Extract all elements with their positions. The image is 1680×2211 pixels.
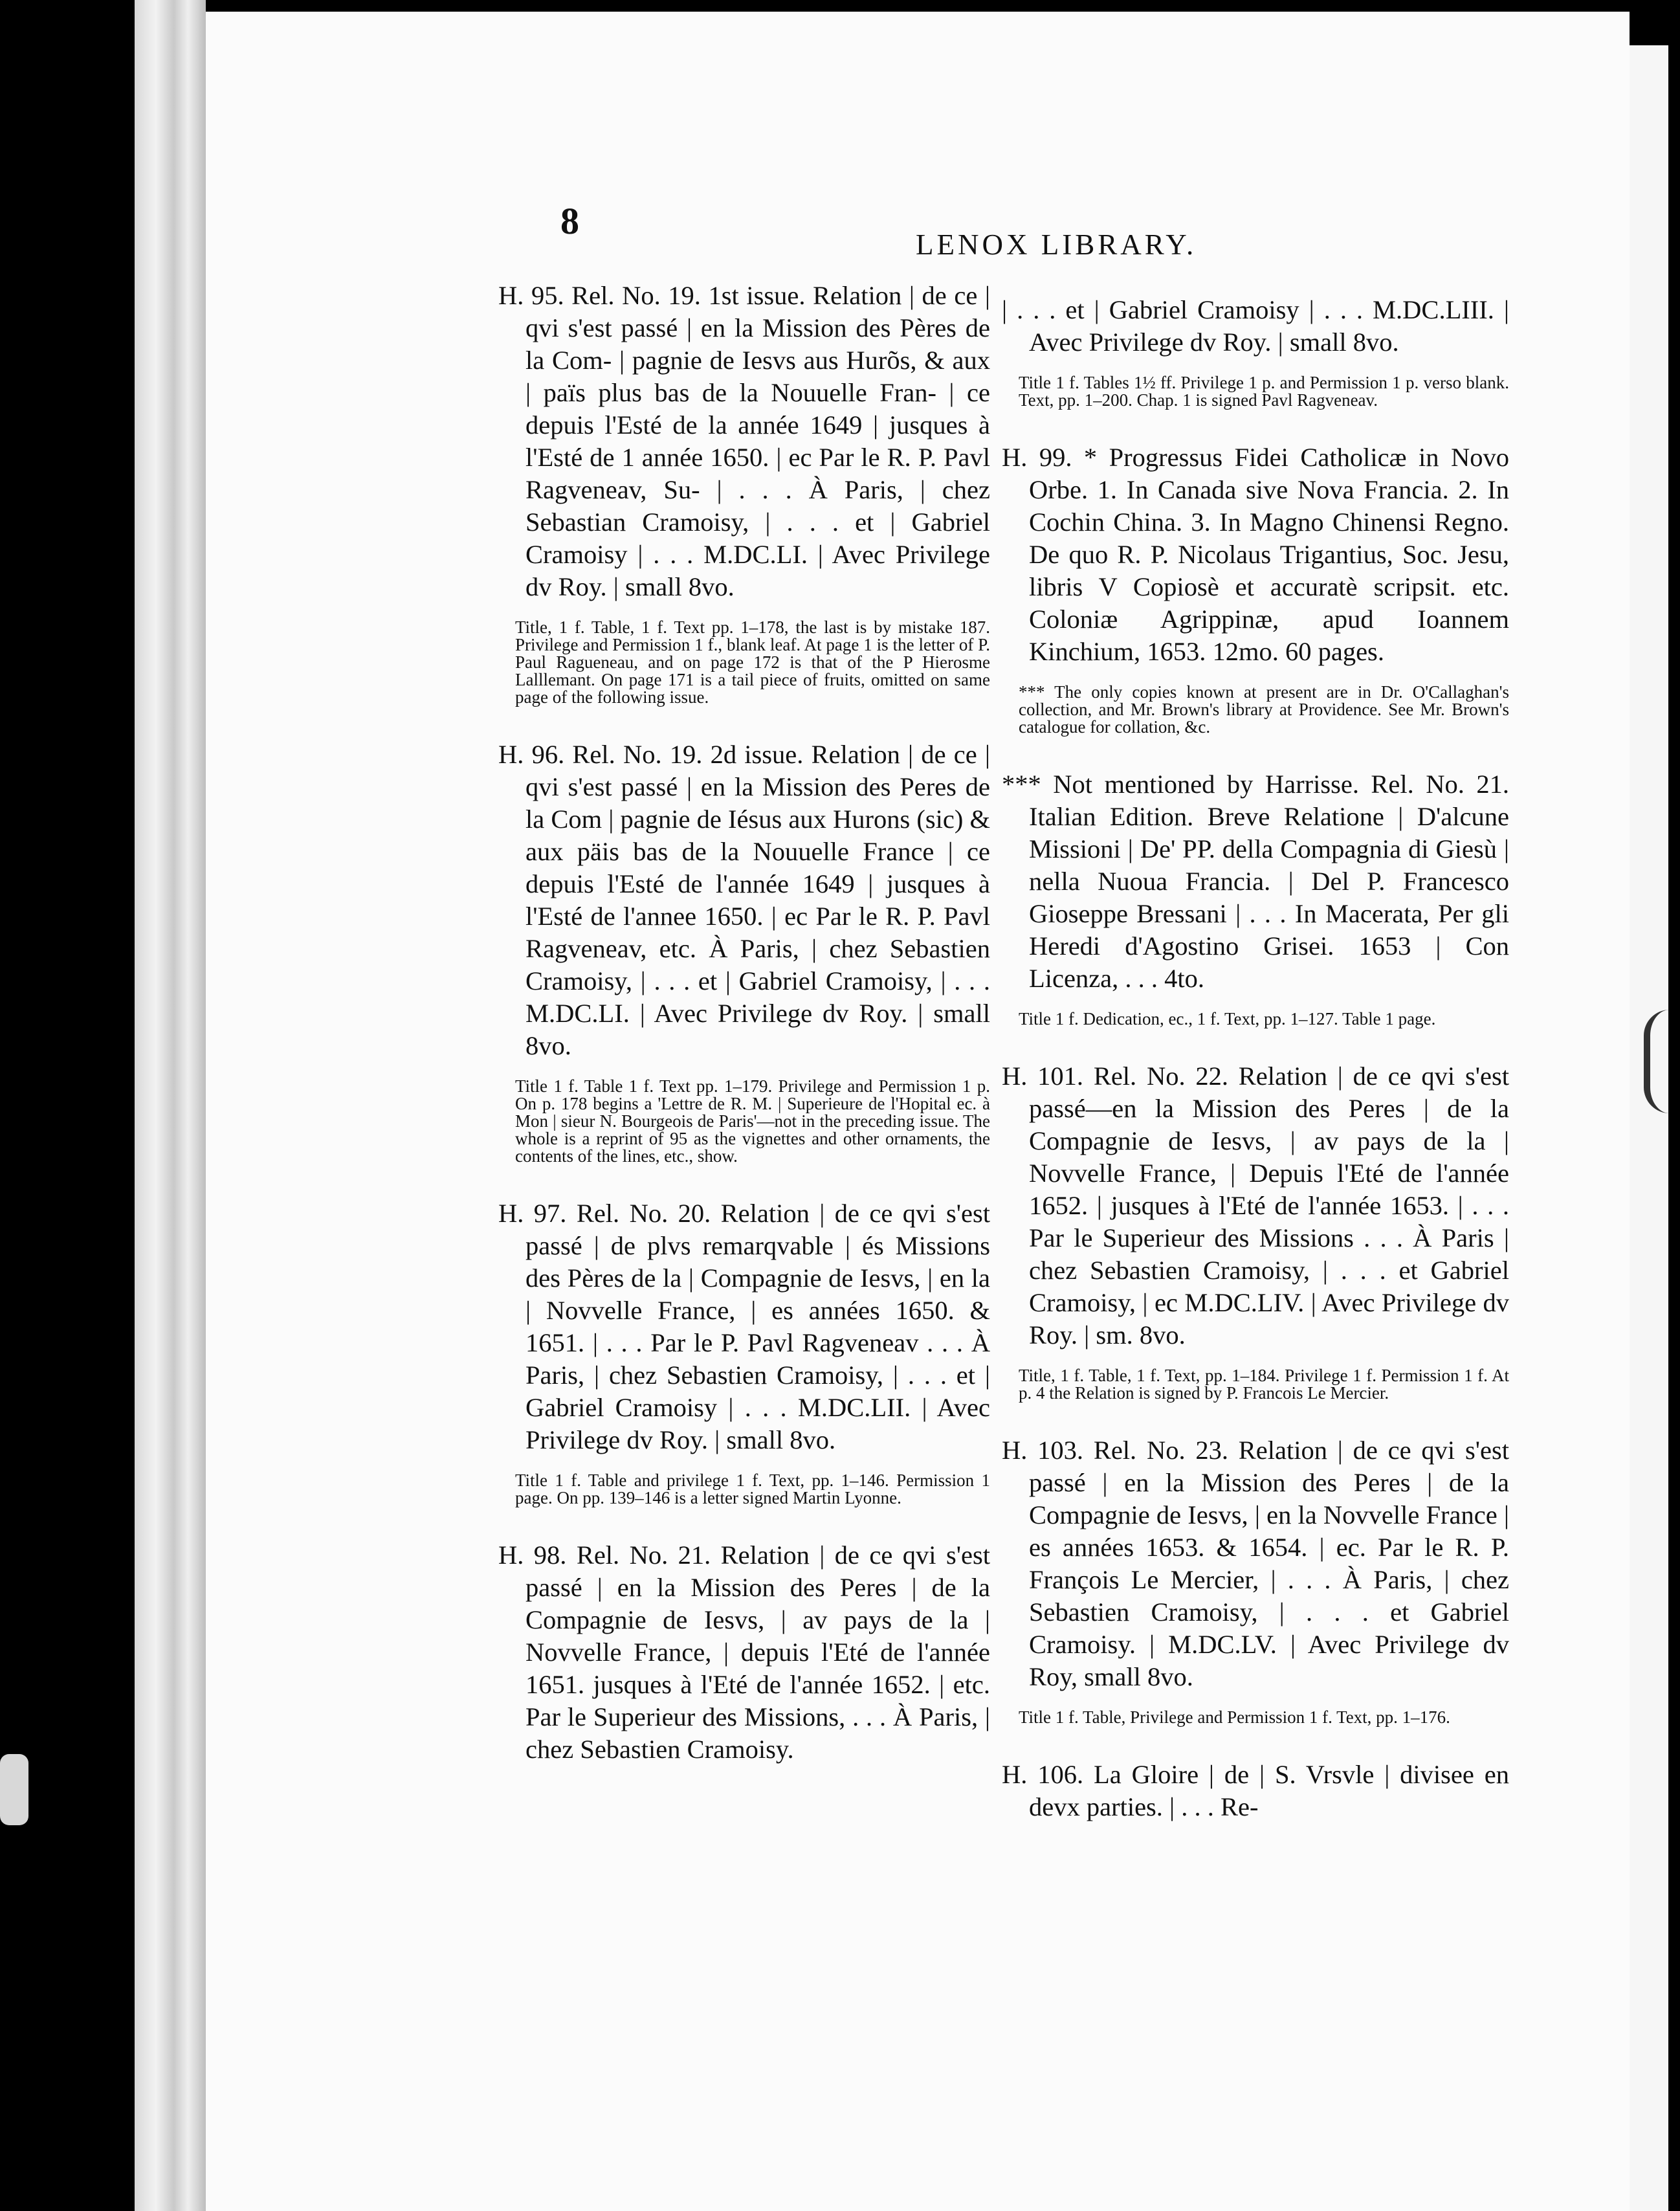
- entry-note: *** The only copies known at present are in Dr. O'Callaghan's collection, and Mr. Brown's library at Providence. See Mr. Brown's catalogue for collation, &c.: [1019, 682, 1509, 737]
- entry-note: Title, 1 f. Table, 1 f. Text, pp. 1–184. Privilege 1 f. Permission 1 f. At p. 4 the Relation is signed by P. Francois Le Mercier.: [1019, 1366, 1509, 1403]
- right-column: [1002, 294, 1509, 1856]
- entry-text: H. 101. Rel. No. 22. Relation | de ce qvi s'est passé—en la Mission des Peres | de la Compagnie de Iesvs, | av pays de la | Novvelle France, | Depuis l'Eté de l'année 1652. | jusques à l'Eté de l'année 1653. | . . . Par le Superieur des Missions . . . À Paris | chez Sebastien Cramoisy, | . . . et Gabriel Cramoisy, | ec M.DC.LIV. | Avec Privilege dv Roy. | sm. 8vo.: [1002, 1061, 1509, 1350]
- catalog-entry: [1002, 441, 1509, 736]
- catalog-entry: [1002, 1759, 1509, 1823]
- entry-text: H. 96. Rel. No. 19. 2d issue. Relation | de ce | qvi s'est passé | en la Mission des Peres de la Com | pagnie de Iésus aux Hurons (sic) & aux päis bas de la Nouuelle France | ce depuis l'Esté de l'année 1649 | jusques à l'Esté de l'annee 1650. | ec Par le R. P. Pavl Ragveneav, etc. À Paris, | chez Sebastien Cramoisy, | . . . et | Gabriel Cramoisy, | . . . M.DC.LI. | Avec Privilege dv Roy. | small 8vo.: [498, 740, 990, 1060]
- entry-text: H. 106. La Gloire | de | S. Vrsvle | divisee en devx parties. | . . . Re-: [1002, 1760, 1509, 1821]
- catalog-entry: [1002, 294, 1509, 409]
- catalog-entry: [498, 739, 990, 1165]
- entry-text: H. 103. Rel. No. 23. Relation | de ce qvi s'est passé | en la Mission des Peres | de la Compagnie de Iesvs, | en la Novvelle France | es années 1653. & 1654. | ec. Par le R. P. François Le Mercier, | . . . À Paris, | chez Sebastien Cramoisy, | . . . et Gabriel Cramoisy. | M.DC.LV. | Avec Privilege dv Roy, small 8vo.: [1002, 1436, 1509, 1691]
- entry-text: H. 98. Rel. No. 21. Relation | de ce qvi s'est passé | en la Mission des Peres | de la Compagnie de Iesvs, | av pays de la | Novvelle France, | depuis l'Eté de l'année 1651. jusques à l'Eté de l'année 1652. | etc. Par le Superieur des Missions, . . . À Paris, | chez Sebastien Cramoisy.: [498, 1540, 990, 1764]
- scan-page-edge: [135, 0, 206, 2211]
- bleed-through-mark: [1644, 1010, 1680, 1113]
- catalog-entry: [498, 1539, 990, 1766]
- entry-text: H. 95. Rel. No. 19. 1st issue. Relation | de ce | qvi s'est passé | en la Mission des Pères de la Com- | pagnie de Iesvs aus Hurõs, & aux | païs plus bas de la Nouuelle Fran- | ce depuis l'Esté de la année 1649 | jusques à l'Esté de 1 année 1650. | ec Par le R. P. Pavl Ragveneav, Su- | . . . À Paris, | chez Sebastian Cramoisy, | . . . et | Gabriel Cramoisy | . . . M.DC.LI. | Avec Privilege dv Roy. | small 8vo.: [498, 281, 990, 601]
- entry-text: H. 99. * Progressus Fidei Catholicæ in Novo Orbe. 1. In Canada sive Nova Francia. 2. In Cochin China. 3. In Magno Chinensi Regno. De quo R. P. Nicolaus Trigantius, Soc. Jesu, libris V Copiosè et accuratè scripsit. etc. Coloniæ Agrippinæ, apud Ioannem Kinchium, 1653. 12mo. 60 pages.: [1002, 443, 1509, 666]
- catalog-entry: [498, 280, 990, 706]
- left-column: [498, 280, 990, 1798]
- entry-text: H. 97. Rel. No. 20. Relation | de ce qvi s'est passé | de plvs remarqvable | és Missions des Pères de la | Compagnie de Iesvs, | en la | Novvelle France, | es années 1650. & 1651. | . . . Par le P. Pavl Ragveneav . . . À Paris, | chez Sebastien Cramoisy, | . . . et | Gabriel Cramoisy | . . . M.DC.LII. | Avec Privilege dv Roy. | small 8vo.: [498, 1199, 990, 1454]
- entry-text: | . . . et | Gabriel Cramoisy | . . . M.DC.LIII. | Avec Privilege dv Roy. | small 8vo.: [1002, 295, 1509, 357]
- catalog-entry: [1002, 1060, 1509, 1402]
- catalog-entry: [1002, 1434, 1509, 1726]
- entry-note: Title 1 f. Table, Privilege and Permission 1 f. Text, pp. 1–176.: [1019, 1707, 1450, 1727]
- entry-note: Title 1 f. Dedication, ec., 1 f. Text, pp. 1–127. Table 1 page.: [1019, 1009, 1436, 1028]
- catalog-entry: [498, 1197, 990, 1507]
- running-title: LENOX LIBRARY.: [916, 228, 1197, 261]
- entry-note: Title 1 f. Table and privilege 1 f. Text, pp. 1–146. Permission 1 page. On pp. 139–146 is a letter signed Martin Lyonne.: [515, 1471, 990, 1507]
- entry-note: Title 1 f. Table 1 f. Text pp. 1–179. Privilege and Permission 1 p. On p. 178 begins a 'Lettre de R. M. | Superieure de l'Hopital ec. à Mon | sieur N. Bourgeois de Paris'—not in the preceding issue. The whole is a reprint of 95 as the vignettes and other ornaments, the contents of the lines, etc., show.: [515, 1076, 990, 1166]
- entry-note: Title, 1 f. Table, 1 f. Text pp. 1–178, the last is by mistake 187. Privilege and Permission 1 f., blank leaf. At page 1 is the letter of P. Paul Ragueneau, and on page 172 is that of the P Hierosme Lalllemant. On page 171 is a tail piece of fruits, omitted on same page of the following issue.: [515, 617, 990, 707]
- entry-text: *** Not mentioned by Harrisse. Rel. No. 21. Italian Edition. Breve Relatione | D'alcune Missioni | De' PP. della Compagnia di Giesù | nella Nuoua Francia. | Del P. Francesco Gioseppe Bressani | . . . In Macerata, Per gli Heredi d'Agostino Grisei. 1653 | Con Licenza, . . . 4to.: [1002, 770, 1509, 993]
- page-number: 8: [560, 200, 579, 242]
- catalog-entry: [1002, 768, 1509, 1028]
- facing-page-edge: [1630, 45, 1668, 2211]
- scan-blot: [0, 1754, 28, 1825]
- entry-note: Title 1 f. Tables 1½ ff. Privilege 1 p. and Permission 1 p. verso blank. Text, pp. 1–200. Chap. 1 is signed Pavl Ragveneav.: [1019, 373, 1509, 410]
